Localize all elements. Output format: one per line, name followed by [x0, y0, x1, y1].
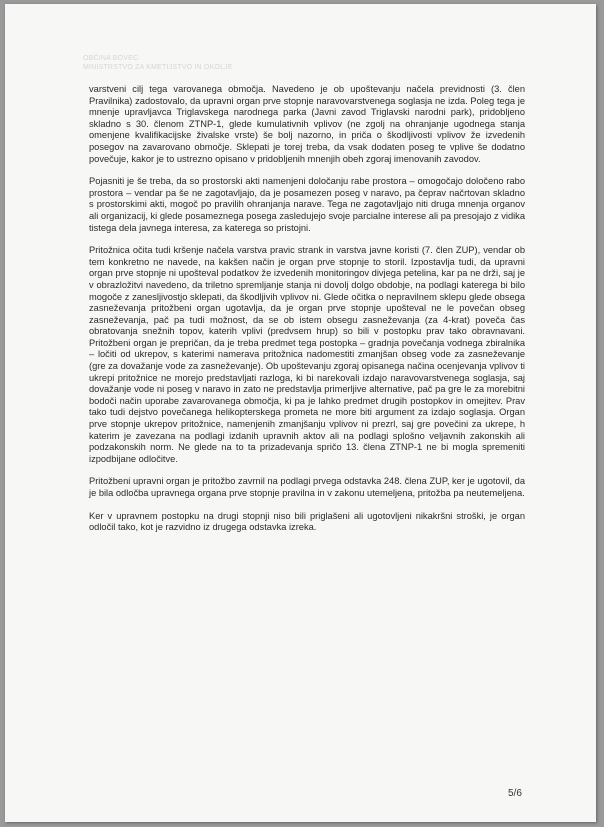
show-through-header-line: OBČINA BOVEC [83, 55, 139, 62]
paragraph: Pritožbeni upravni organ je pritožbo zavrnil na podlagi prvega odstavka 248. člena ZUP, ker je ugotovil, da je bila odločba upravnega organa prve stopnje pravilna in v zakonu utemeljena, pritožba pa neutemeljena. [89, 476, 525, 498]
document-page [5, 4, 596, 822]
document-body [89, 84, 525, 545]
paragraph: Ker v upravnem postopku na drugi stopnji niso bili priglašeni ali ugotovljeni nikakršni stroški, je organ odločil tako, kot je razvidno iz drugega odstavka izreka. [89, 510, 525, 533]
paragraph: varstveni cilj tega varovanega območja. Navedeno je ob upoštevanju načela previdnosti (3. člen Pravilnika) zadostovalo, da upravni organ prve stopnje naravovarstvenega soglasja ne izda. Poleg tega je mnenje upravljavca Triglavskega narodnega parka (Javni zavod Triglavski narodni park), pridobljeno skladno s 30. členom ZTNP-1, glede kumulativnih vplivov (ne zgolj na ohranjanje ugodnega stanja omenjene kvalifikacijske živalske vrste) še bolj nazorno, in priča o škodljivosti vplivov že izvedenih posegov na zavarovano območje. Sklepati je torej treba, da vsak dodaten poseg te vplive še dodatno povečuje, kakor je to ustrezno opisano v pridobljenih mnenjih obeh zgoraj imenovanih zavodov. [89, 84, 525, 164]
show-through-header-line: MINISTRSTVO ZA KMETIJSTVO IN OKOLJE [83, 64, 233, 71]
paragraph: Pritožnica očita tudi kršenje načela varstva pravic strank in varstva javne koristi (7. člen ZUP), vendar ob tem konkretno ne navede, na kakšen način je organ prve stopnje to storil. Izpostavlja tudi, da upravni organ prve stopnje ni upošteval podatkov že izvedenih monitoringov divjega petelina, kar pa ne drži, saj je v obrazložitvi navedeno, da triletno spremljanje stanja ni dovolj dolgo obdobje, na podlagi katerega bi bilo mogoče z zanesljivostjo sklepati, da škodljivih vplivov ni. Glede očitka o nepravilnem sklepu glede obsega zasneževanja pritožbeni organ ugotavlja, da je organ prve stopnje upošteval ne le povečan obseg zasneževanja, pač pa tudi možnost, da se ob istem obsegu zasneževanja (za 4-krat) poveča čas obratovanja snežnih topov, katerih vplivi (predvsem hrup) so bili v postopku prav tako obravnavani. Pritožbeni organ je prepričan, da je treba predmet tega postopka – gradnja povečanja vodnega zbiralnika – ločiti od ukrepov, s katerimi namerava pritožnica nadomestiti zmanjšan obseg vode za zasneževanje (gre za dovažanje vode za zasneževanje). Ob upoštevanju zgoraj opisanega načina ocenjevanja vplivov ti ukrepi pritožnice ne morejo predstavljati razloga, ki bi narekovali izdajo naravovarstvenega soglasja, saj dovažanje vode ni poseg v naravo in zato ne predstavlja primerljive alternative, pač pa gre le za morebitni bodoči način uporabe zavarovanega območja, ki pa je lahko predmet drugih postopkov in omejitev. Prav tako tudi dejstvo povečanega helikopterskega prometa ne more biti argument za izdajo soglasja. Organ prve stopnje ukrepov pritožnice, namenjenih zmanjšanju vplivov ni prezrl, saj gre povečini za ukrepe, h katerim je zavezana na podlagi izdanih upravnih aktov ali na podlagi splošno veljavnih zakonskih ali podzakonskih norm. Ne glede na to ta prizadevanja spričo 13. člena ZTNP-1 ne bi mogla spremeniti izpodbijane odločitve. [89, 245, 525, 464]
paragraph: Pojasniti je še treba, da so prostorski akti namenjeni določanju rabe prostora – omogočajo določeno rabo prostora – vendar pa še ne zagotavljajo, da je posamezen poseg v naravo, pa čeprav načrtovan skladno s prostorskimi akti, mogoč po pravilih ohranjanja narave. Tega ne zagotavljajo niti druga mnenja organov ali organizacij, ki glede posameznega posega zasledujejo svoje parcialne interese ali pa presojajo z vidika tistega dela javnega interesa, za katerega so pristojni. [89, 176, 525, 233]
page-number: 5/6 [508, 788, 522, 799]
show-through-header [83, 54, 233, 72]
